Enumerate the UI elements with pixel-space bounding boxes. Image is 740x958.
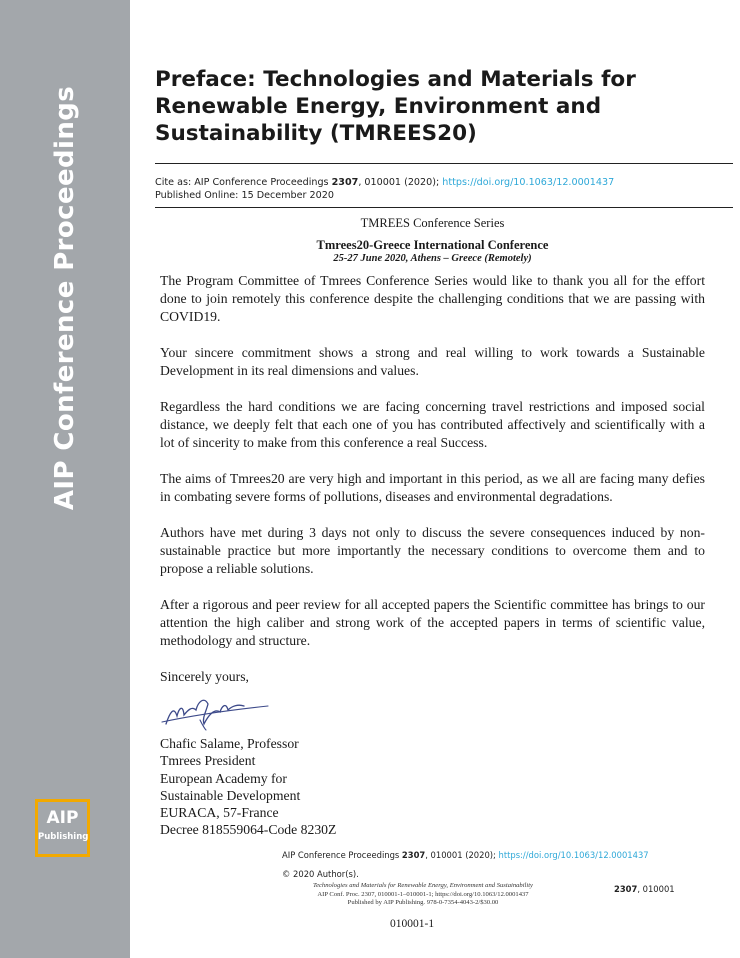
- conference-date-location: 25-27 June 2020, Athens – Greece (Remotely): [333, 253, 532, 264]
- footer-article-id: [614, 884, 675, 894]
- cite-volume: 2307: [331, 177, 359, 188]
- footer-citation: [282, 850, 649, 860]
- paragraph: After a rigorous and peer review for all accepted papers the Scientific committee has brings to our attention the high caliber and strong work of the accepted papers in terms of scientific value, methodology and structure.: [160, 597, 705, 648]
- citation-line: [155, 176, 614, 189]
- footer-journal: AIP Conference Proceedings: [282, 850, 402, 860]
- sidebar: [0, 0, 130, 958]
- footer-copyright: © 2020 Author(s).: [282, 869, 359, 879]
- page-number: 010001-1: [390, 918, 435, 930]
- article-title: Preface: Technologies and Materials for Renewable Energy, Environment and Sustainability (TMREES20): [155, 67, 636, 146]
- header-rule-bottom: [155, 207, 733, 208]
- preface-body: [160, 272, 705, 668]
- cite-article: , 010001 (2020);: [358, 177, 443, 188]
- logo-text-aip: AIP: [46, 808, 79, 828]
- book-title: Technologies and Materials for Renewable Energy, Environment and Sustainability: [313, 882, 533, 889]
- conference-name: Tmrees20-Greece International Conference: [316, 238, 549, 252]
- conference-series: TMREES Conference Series: [360, 216, 505, 230]
- handwritten-signature: [160, 692, 272, 734]
- signatory-line: European Academy for: [160, 770, 287, 786]
- paragraph: Regardless the hard conditions we are facing concerning travel restrictions and imposed social distance, we deeply felt that each one of you has contributed affectively and scientifically with a lot of sincerity to make from this conference a real Success.: [160, 399, 705, 450]
- header-rule-top: [155, 163, 733, 164]
- cite-prefix: Cite as: AIP Conference Proceedings: [155, 177, 332, 188]
- footer-publication-info: [282, 882, 564, 908]
- signatory-line: Chafic Salame, Professor: [160, 736, 299, 751]
- published-date: Published Online: 15 December 2020: [155, 190, 334, 201]
- footer-doi-link[interactable]: https://doi.org/10.1063/12.0001437: [498, 850, 649, 860]
- signatory-line: Tmrees President: [160, 753, 256, 769]
- footer-volume: 2307: [401, 850, 426, 860]
- aip-publishing-logo[interactable]: [35, 799, 90, 857]
- journal-name-vertical: AIP Conference Proceedings: [50, 85, 80, 511]
- doi-link[interactable]: https://doi.org/10.1063/12.0001437: [442, 177, 615, 188]
- signatory-line: Sustainable Development: [160, 787, 301, 803]
- paragraph: Authors have met during 3 days not only to discuss the severe consequences induced by non-sustainable practice but more importantly the necessary conditions to overcome them and to propose a reliable solutions.: [160, 525, 705, 576]
- footer-article: , 010001 (2020);: [425, 850, 499, 860]
- citation-block: [155, 176, 614, 202]
- footer-right-article: , 010001: [637, 884, 675, 894]
- footer-right-volume: 2307: [614, 884, 638, 894]
- signoff: Sincerely yours,: [160, 669, 249, 684]
- paragraph: The Program Committee of Tmrees Conference Series would like to thank you all for the effort done to join remotely this conference despite the challenging conditions that we are passing with COVID19.: [160, 273, 705, 324]
- signatory-line: Decree 818559064-Code 8230Z: [160, 822, 337, 838]
- signatory-details: [160, 735, 336, 839]
- publisher-line: Published by AIP Publishing. 978-0-7354-4043-2/$30.00: [347, 899, 499, 906]
- logo-text-publishing: Publishing: [38, 832, 89, 842]
- paragraph: The aims of Tmrees20 are very high and important in this period, as we all are facing many defies in combating severe forms of pollutions, diseases and environmental degradations.: [160, 471, 705, 504]
- signatory-line: EURACA, 57-France: [160, 805, 279, 821]
- logo-inner: [38, 802, 87, 854]
- conf-proc-line: AIP Conf. Proc. 2307, 010001-1–010001-1; https://doi.org/10.1063/12.0001437: [317, 890, 529, 898]
- paragraph: Your sincere commitment shows a strong and real willing to work towards a Sustainable Development in its real dimensions and values.: [160, 345, 705, 378]
